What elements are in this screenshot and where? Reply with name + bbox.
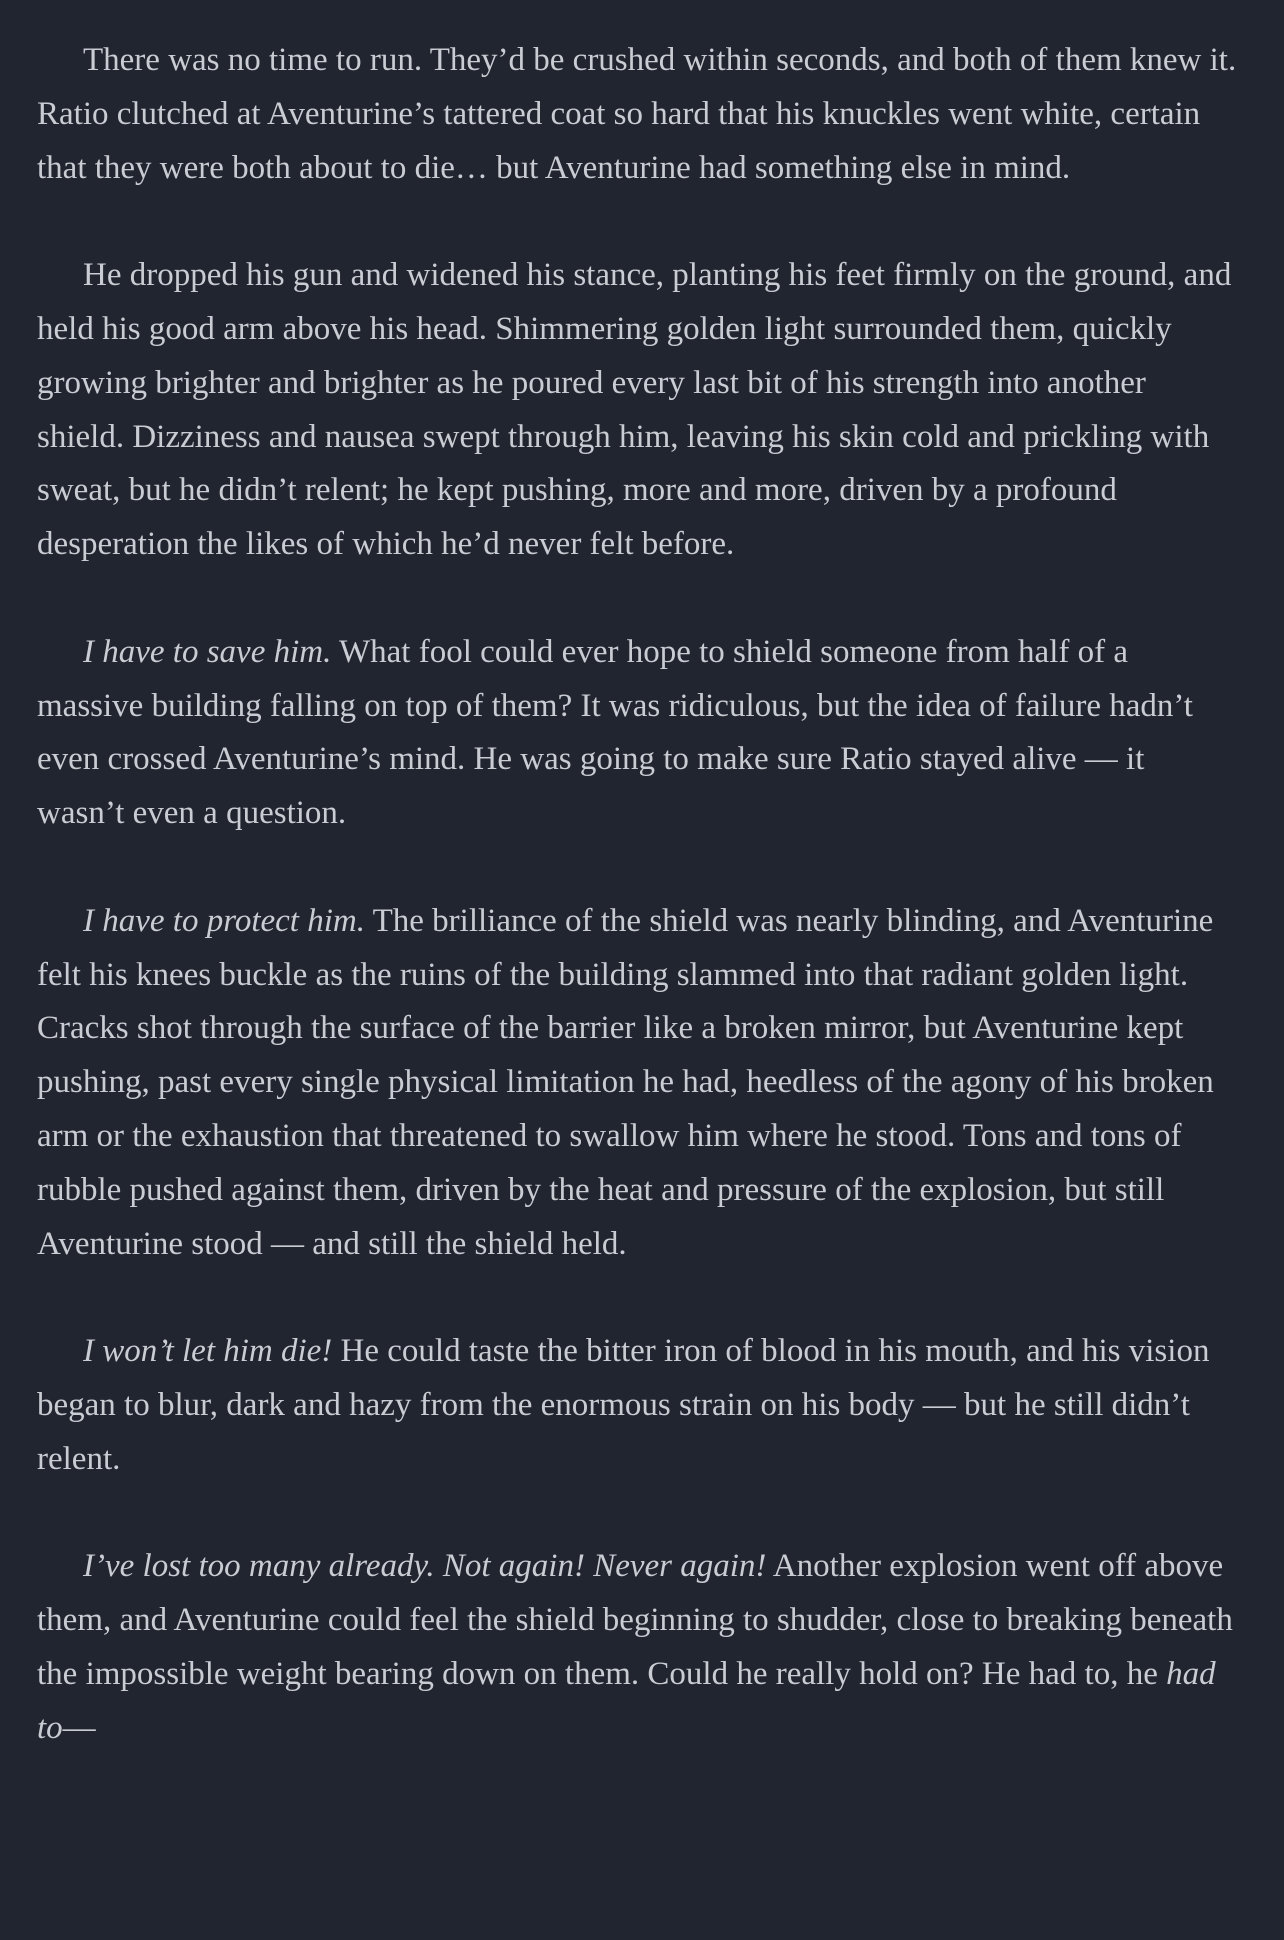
paragraph <box>37 1540 1240 1755</box>
paragraph-text: Another explosion went off above them, and Aventurine could feel the shield beginning to shudder, close to breaking beneath the impossible weight bearing down on them. Could he really hold on? He had to, he <box>37 1548 1233 1692</box>
italic-emphasis: had to <box>37 1655 1216 1746</box>
paragraph-text: — <box>62 1709 96 1746</box>
italic-thought: I won’t let him die! <box>83 1333 333 1370</box>
paragraph-text: What fool could ever hope to shield someone from half of a massive building falling on top of them? It was ridiculous, but the idea of failure hadn’t even crossed Aventurine’s mind. He was going to make sure Ratio stayed alive — it wasn’t even a question. <box>37 633 1193 832</box>
paragraph-text: There was no time to run. They’d be crushed within seconds, and both of them knew it. Ratio clutched at Aventurine’s tattered coat so hard that his knuckles went white, certain that they were both about to die… but Aventurine had something else in mind. <box>37 42 1237 186</box>
paragraph-text: He dropped his gun and widened his stance, planting his feet firmly on the ground, and held his good arm above his head. Shimmering golden light surrounded them, quickly growing brighter and brighter as he poured every last bit of his strength into another shield. Dizziness and nausea swept through him, leaving his skin cold and prickling with sweat, but he didn’t relent; he kept pushing, more and more, driven by a profound desperation the likes of which he’d never felt before. <box>37 257 1232 563</box>
paragraph <box>37 895 1240 1272</box>
italic-thought: I have to save him. <box>83 633 332 670</box>
paragraph <box>37 1325 1240 1486</box>
italic-thought: I have to protect him. <box>83 902 365 939</box>
paragraph <box>37 34 1240 195</box>
italic-thought: I’ve lost too many already. Not again! Never again! <box>83 1548 767 1585</box>
paragraph <box>37 249 1240 572</box>
paragraph-text: He could taste the bitter iron of blood in his mouth, and his vision began to blur, dark and hazy from the enormous strain on his body — but he still didn’t relent. <box>37 1333 1210 1477</box>
paragraph <box>37 626 1240 841</box>
paragraph-text: The brilliance of the shield was nearly blinding, and Aventurine felt his knees buckle as the ruins of the building slammed into that radiant golden light. Cracks shot through the surface of the barrier like a broken mirror, but Aventurine kept pushing, past every single physical limitation he had, heedless of the agony of his broken arm or the exhaustion that threatened to swallow him where he stood. Tons and tons of rubble pushed against them, driven by the heat and pressure of the explosion, but still Aventurine stood — and still the shield held. <box>37 902 1214 1262</box>
